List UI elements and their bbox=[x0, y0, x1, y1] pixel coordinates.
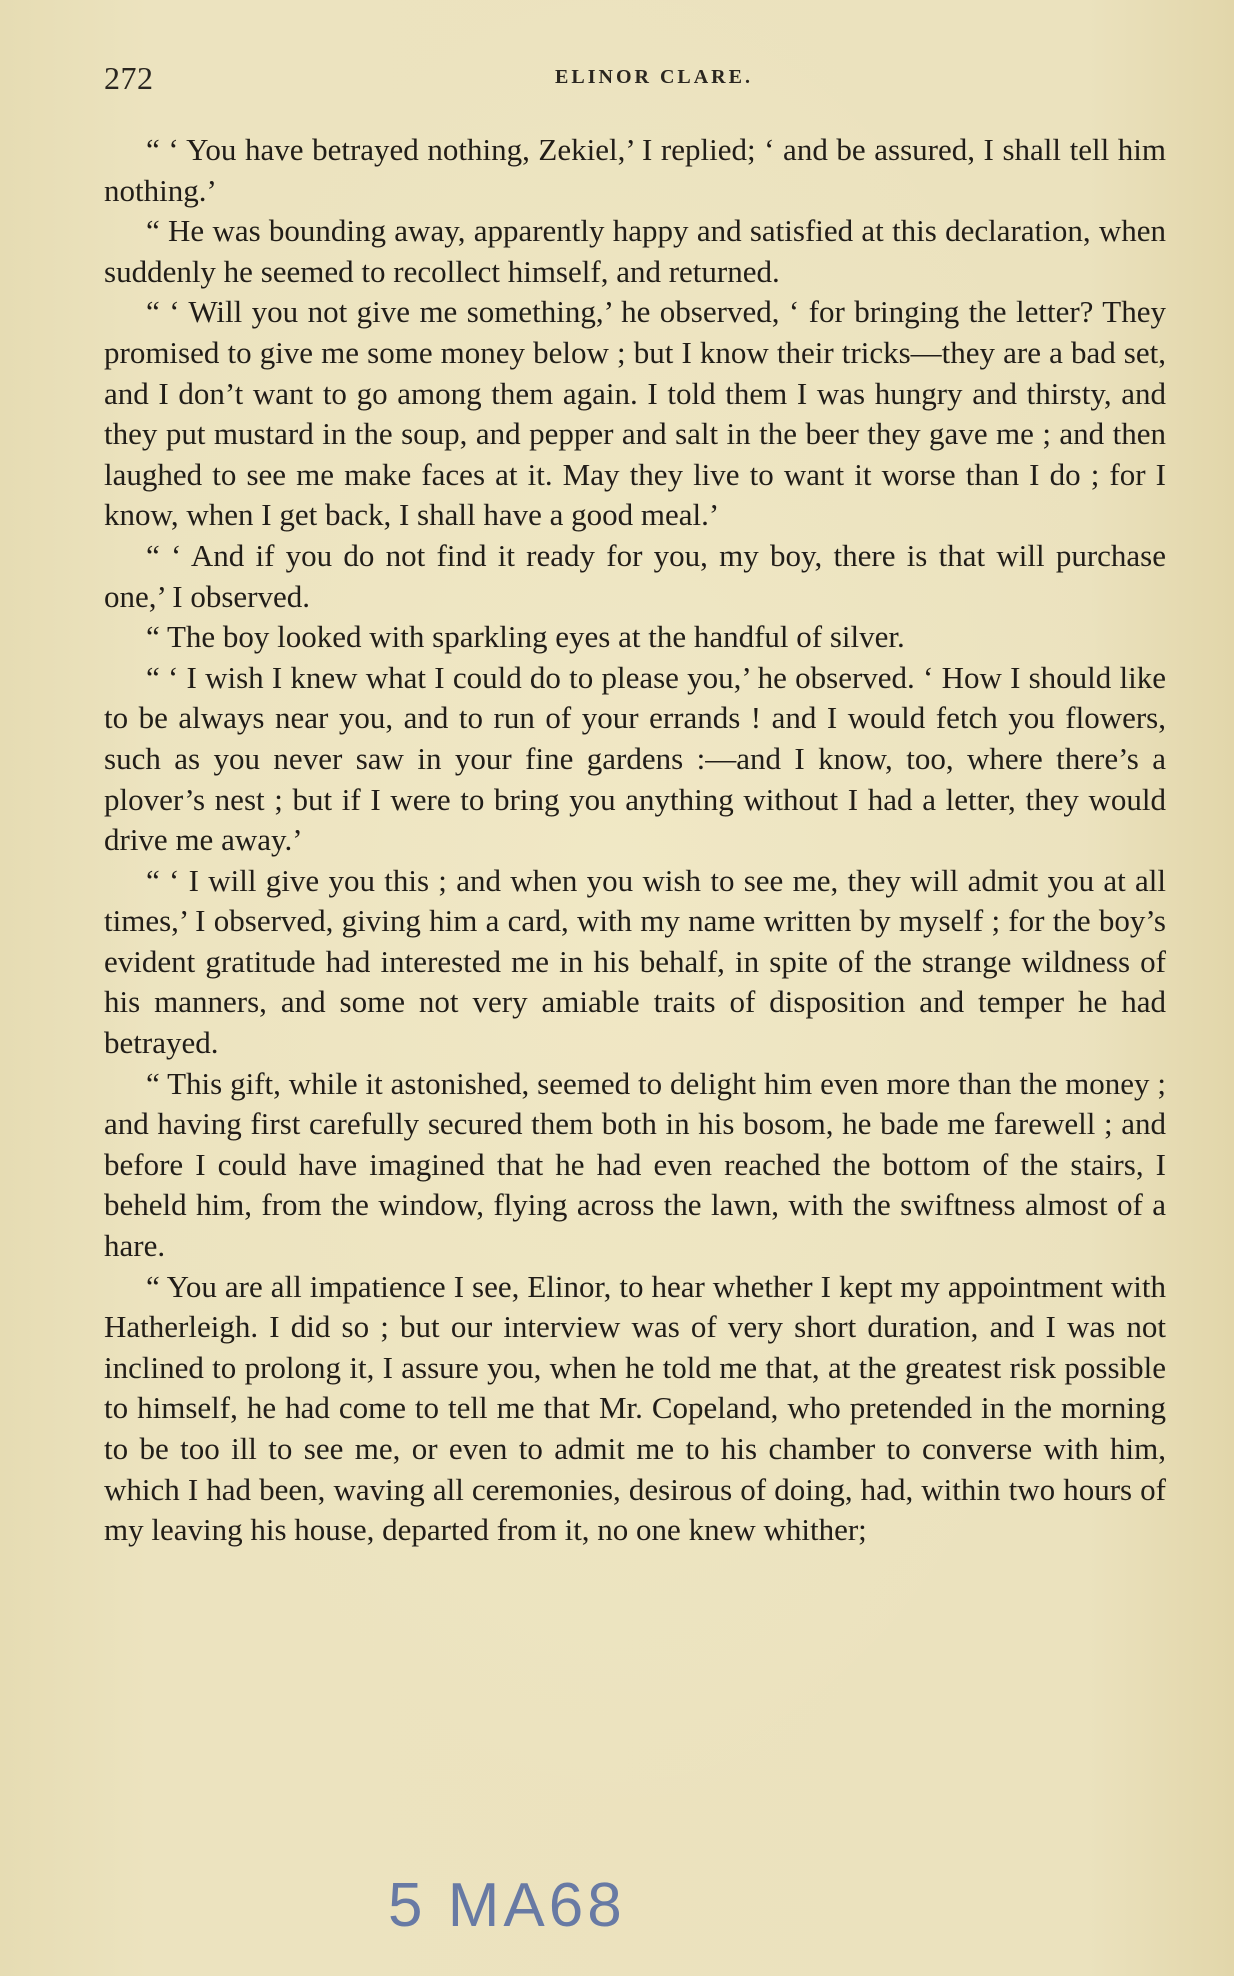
paragraph: “ The boy looked with sparkling eyes at the handful of silver. bbox=[146, 619, 905, 655]
paragraph: “ ‘ I wish I knew what I could do to please you,’ he observed. ‘ How I should like to be always near you, and to run of your errands ! and I would fetch you flowers, such as you never saw in your fine gardens :—and I know, too, where there’s a plover’s nest ; but if I were to bring you anything without I had a letter, they would drive me away.’ bbox=[104, 659, 1166, 858]
paragraph: “ ‘ You have betrayed nothing, Zekiel,’ I replied; ‘ and be assured, I shall tell him nothing.’ bbox=[104, 132, 1166, 208]
library-stamp: 5 MA68 bbox=[388, 1871, 626, 1940]
running-head bbox=[104, 60, 1164, 100]
paragraph: “ This gift, while it astonished, seemed to delight him even more than the money ; and having first carefully secured them both in his bosom, he bade me farewell ; and before I could have imagined that he had even reached the bottom of the stairs, I beheld him, from the window, flying across the lawn, with the swiftness almost of a hare. bbox=[104, 1065, 1166, 1264]
paragraph: “ You are all impatience I see, Elinor, to hear whether I kept my appointment with Hatherleigh. I did so ; but our interview was of very short duration, and I was not inclined to prolong it, I assure you, when he told me that, at the greatest risk possible to himself, he had come to tell me that Mr. Copeland, who pretended in the morning to be too ill to see me, or even to admit me to his chamber to converse with him, which I had been, waving all ceremonies, desirous of doing, had, within two hours of my leaving his house, departed from it, no one knew whither; bbox=[104, 1268, 1166, 1548]
paragraph: “ ‘ And if you do not find it ready for you, my boy, there is that will purchase one,’ I observed. bbox=[104, 537, 1166, 614]
paragraph: “ ‘ Will you not give me something,’ he observed, ‘ for bringing the letter? They promised to give me some money below ; but I know their tricks—they are a bad set, and I don’t want to go among them again. I told them I was hungry and thirsty, and they put mustard in the soup, and pepper and salt in the beer they gave me ; and then laughed to see me make faces at it. May they live to want it worse than I do ; for I know, when I get back, I shall have a good meal.’ bbox=[104, 294, 1166, 533]
body-text bbox=[104, 130, 1166, 1551]
page-number: 272 bbox=[104, 60, 154, 96]
paragraph: “ ‘ I will give you this ; and when you wish to see me, they will admit you at all times,’ I observed, giving him a card, with my name written by myself ; for the boy’s evident gratitude had interested me in his behalf, in spite of the strange wildness of his manners, and some not very amiable traits of disposition and temper he had betrayed. bbox=[104, 862, 1166, 1061]
running-title: ELINOR CLARE. bbox=[555, 66, 753, 88]
paragraph: “ He was bounding away, apparently happy and satisfied at this declaration, when suddenly he seemed to recollect himself, and returned. bbox=[104, 213, 1166, 289]
